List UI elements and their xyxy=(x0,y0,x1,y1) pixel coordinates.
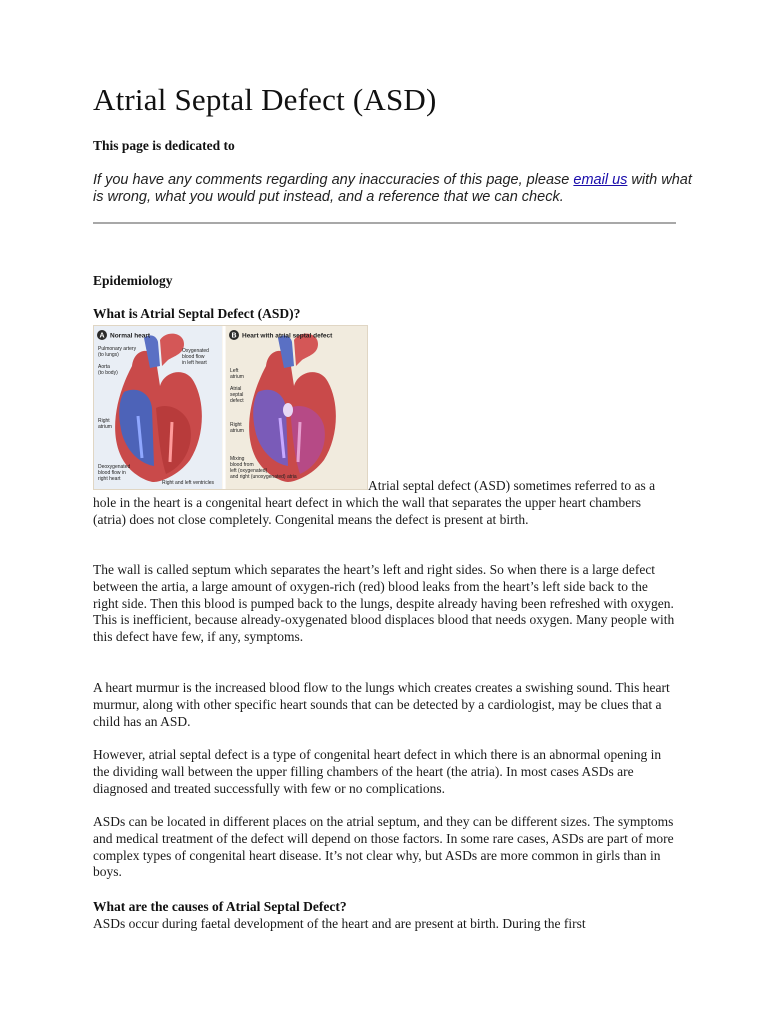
panel-a-badge: A xyxy=(99,332,105,340)
heart-diagram-illustration xyxy=(94,326,367,489)
comments-text-after: with what is wrong, what you would put instead, and a reference that we can check. xyxy=(93,172,692,205)
paragraph-abnormal-opening: However, atrial septal defect is a type of congenital heart defect in which there is an abnormal opening in the dividing wall between the upper filling chambers of the heart (the atria). In most cases ASDs are diagnosed and treated successfully with few or no complications. xyxy=(93,747,662,796)
dedication-line: This page is dedicated to xyxy=(93,138,235,153)
paragraph-murmur: A heart murmur is the increased blood flow to the lungs which creates creates a swishing sound. This heart murmur, along with other specific heart sounds that can be detected by a cardiologist, may be clues that a child has an ASD. xyxy=(93,680,670,729)
heart-diagram-figure xyxy=(93,325,368,490)
svg-text:Leftatrium Atrialsepta: Left atrium Atrial septal defect Right atrium Mixing blood from left (oxygenated) and right (unoxygenated) atria xyxy=(230,368,297,480)
comments-text-before: If you have any comments regarding any inaccuracies of this page, please xyxy=(93,172,574,188)
paragraph-septum: The wall is called septum which separates the heart’s left and right sides. So when there is a large defect between the artia, a large amount of oxygen-rich (red) blood leaks from the heart’s left side back to the right side. Then this blood is pumped back to the lungs, despite already having been refreshed with oxygen. This is inefficient, because already-oxygenated blood displaces blood that needs oxygen. Many people with this defect have few, if any, symptoms. xyxy=(93,562,675,645)
paragraph-locations: ASDs can be located in different places on the atrial septum, and they can be different sizes. The symptoms and medical treatment of the defect will depend on those factors. In some rare cases, ASDs are part of more complex types of congenital heart disease. It’s not clear why, but ASDs are more common in girls than in boys. xyxy=(93,814,674,880)
paragraph-definition: Atrial septal defect (ASD) sometimes referred to as a hole in the heart is a congenital heart defect in which the wall that separates the upper heart chambers (atria) does not close completely. Congenital means the defect is present at birth. xyxy=(93,478,656,527)
page-title: Atrial Septal Defect (ASD) xyxy=(93,82,437,117)
panel-a-title: Normal heart xyxy=(110,332,151,340)
epidemiology-heading: Epidemiology xyxy=(93,273,173,288)
comments-notice xyxy=(93,172,693,206)
causes-heading: What are the causes of Atrial Septal Defect? xyxy=(93,899,347,914)
panel-b-badge: B xyxy=(231,332,237,340)
panel-b-title: Heart with atrial septal defect xyxy=(242,332,333,340)
svg-text:Pulmonary artery(to lungs): Pulmonary artery (to lungs) Aorta (to body) Right atrium Deoxygenated blood flow in right heart Oxygenated blood flow in left heart Right and left ventricles xyxy=(98,346,214,486)
what-is-asd-heading: What is Atrial Septal Defect (ASD)? xyxy=(93,306,301,321)
paragraph-causes: ASDs occur during faetal development of the heart and are present at birth. During the first xyxy=(93,916,586,931)
email-us-link[interactable]: email us xyxy=(573,172,628,188)
horizontal-divider xyxy=(93,222,676,224)
